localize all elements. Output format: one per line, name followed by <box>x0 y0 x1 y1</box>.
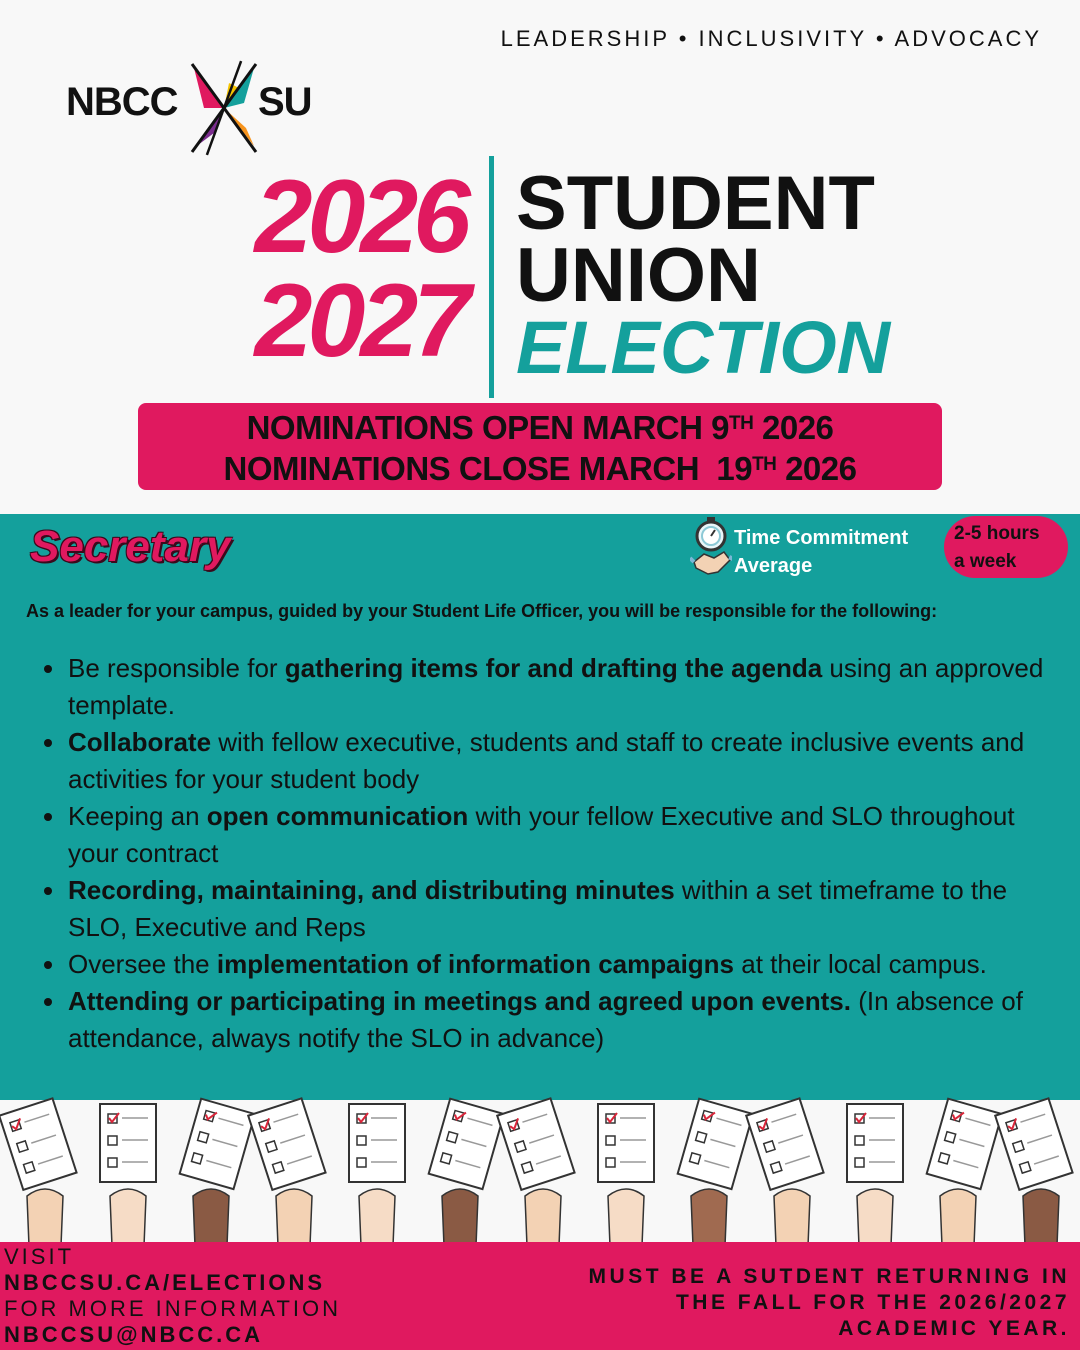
visit-label: VISIT <box>4 1244 75 1269</box>
duties-list <box>68 650 1058 1057</box>
list-item: Keeping an open communication with your fellow Executive and SLO throughout your contract <box>68 798 1058 872</box>
year-start: 2026 <box>254 159 466 275</box>
time-commitment-badge: 2-5 hours a week <box>944 516 1068 578</box>
nominations-open: NOMINATIONS OPEN MARCH 9TH 2026 <box>246 409 834 446</box>
year-end: 2027 <box>254 263 466 379</box>
list-item: Collaborate with fellow executive, students and staff to create inclusive events and activities for your student body <box>68 724 1058 798</box>
eligibility-requirement: MUST BE A SUTDENT RETURNING IN THE FALL FOR THE 2026/2027 ACADEMIC YEAR. <box>588 1265 1070 1340</box>
nominations-close: NOMINATIONS CLOSE MARCH 19TH 2026 <box>223 450 857 487</box>
tagline: LEADERSHIP • INCLUSIVITY • ADVOCACY <box>500 26 1042 51</box>
nbcc-su-star-logo-icon <box>184 58 264 158</box>
stopwatch-handshake-icon <box>690 516 732 578</box>
more-info-label: FOR MORE INFORMATION <box>4 1296 342 1321</box>
list-item: Oversee the implementation of information campaigns at their local campus. <box>68 946 1058 983</box>
title-line-election: ELECTION <box>516 306 891 389</box>
hands-holding-ballots-icon <box>0 1096 1080 1246</box>
footer-visit <box>4 1244 341 1348</box>
nominations-banner <box>138 403 942 490</box>
nbcc-su-logo <box>66 58 316 158</box>
contact-email[interactable]: NBCCSU@NBCC.CA <box>4 1322 264 1347</box>
list-item: Attending or participating in meetings and agreed upon events. (In absence of attendance, always notify the SLO in advance) <box>68 983 1058 1057</box>
list-item: Be responsible for gathering items for and drafting the agenda using an approved template. <box>68 650 1058 724</box>
logo-text-nbcc: NBCC <box>66 80 178 124</box>
title-divider <box>489 156 494 398</box>
role-title: Secretary <box>30 522 231 571</box>
title-line-student: STUDENT <box>516 161 875 246</box>
logo-text-su: SU <box>258 80 312 124</box>
page-title <box>516 161 891 389</box>
time-commitment-label: Time Commitment Average <box>734 527 909 577</box>
elections-link[interactable]: NBCCSU.CA/ELECTIONS <box>4 1270 326 1295</box>
list-item: Recording, maintaining, and distributing minutes within a set timeframe to the SLO, Executive and Reps <box>68 872 1058 946</box>
role-intro: As a leader for your campus, guided by your Student Life Officer, you will be responsible for the following: <box>26 601 938 621</box>
election-years <box>196 159 466 379</box>
title-line-union: UNION <box>516 233 761 318</box>
